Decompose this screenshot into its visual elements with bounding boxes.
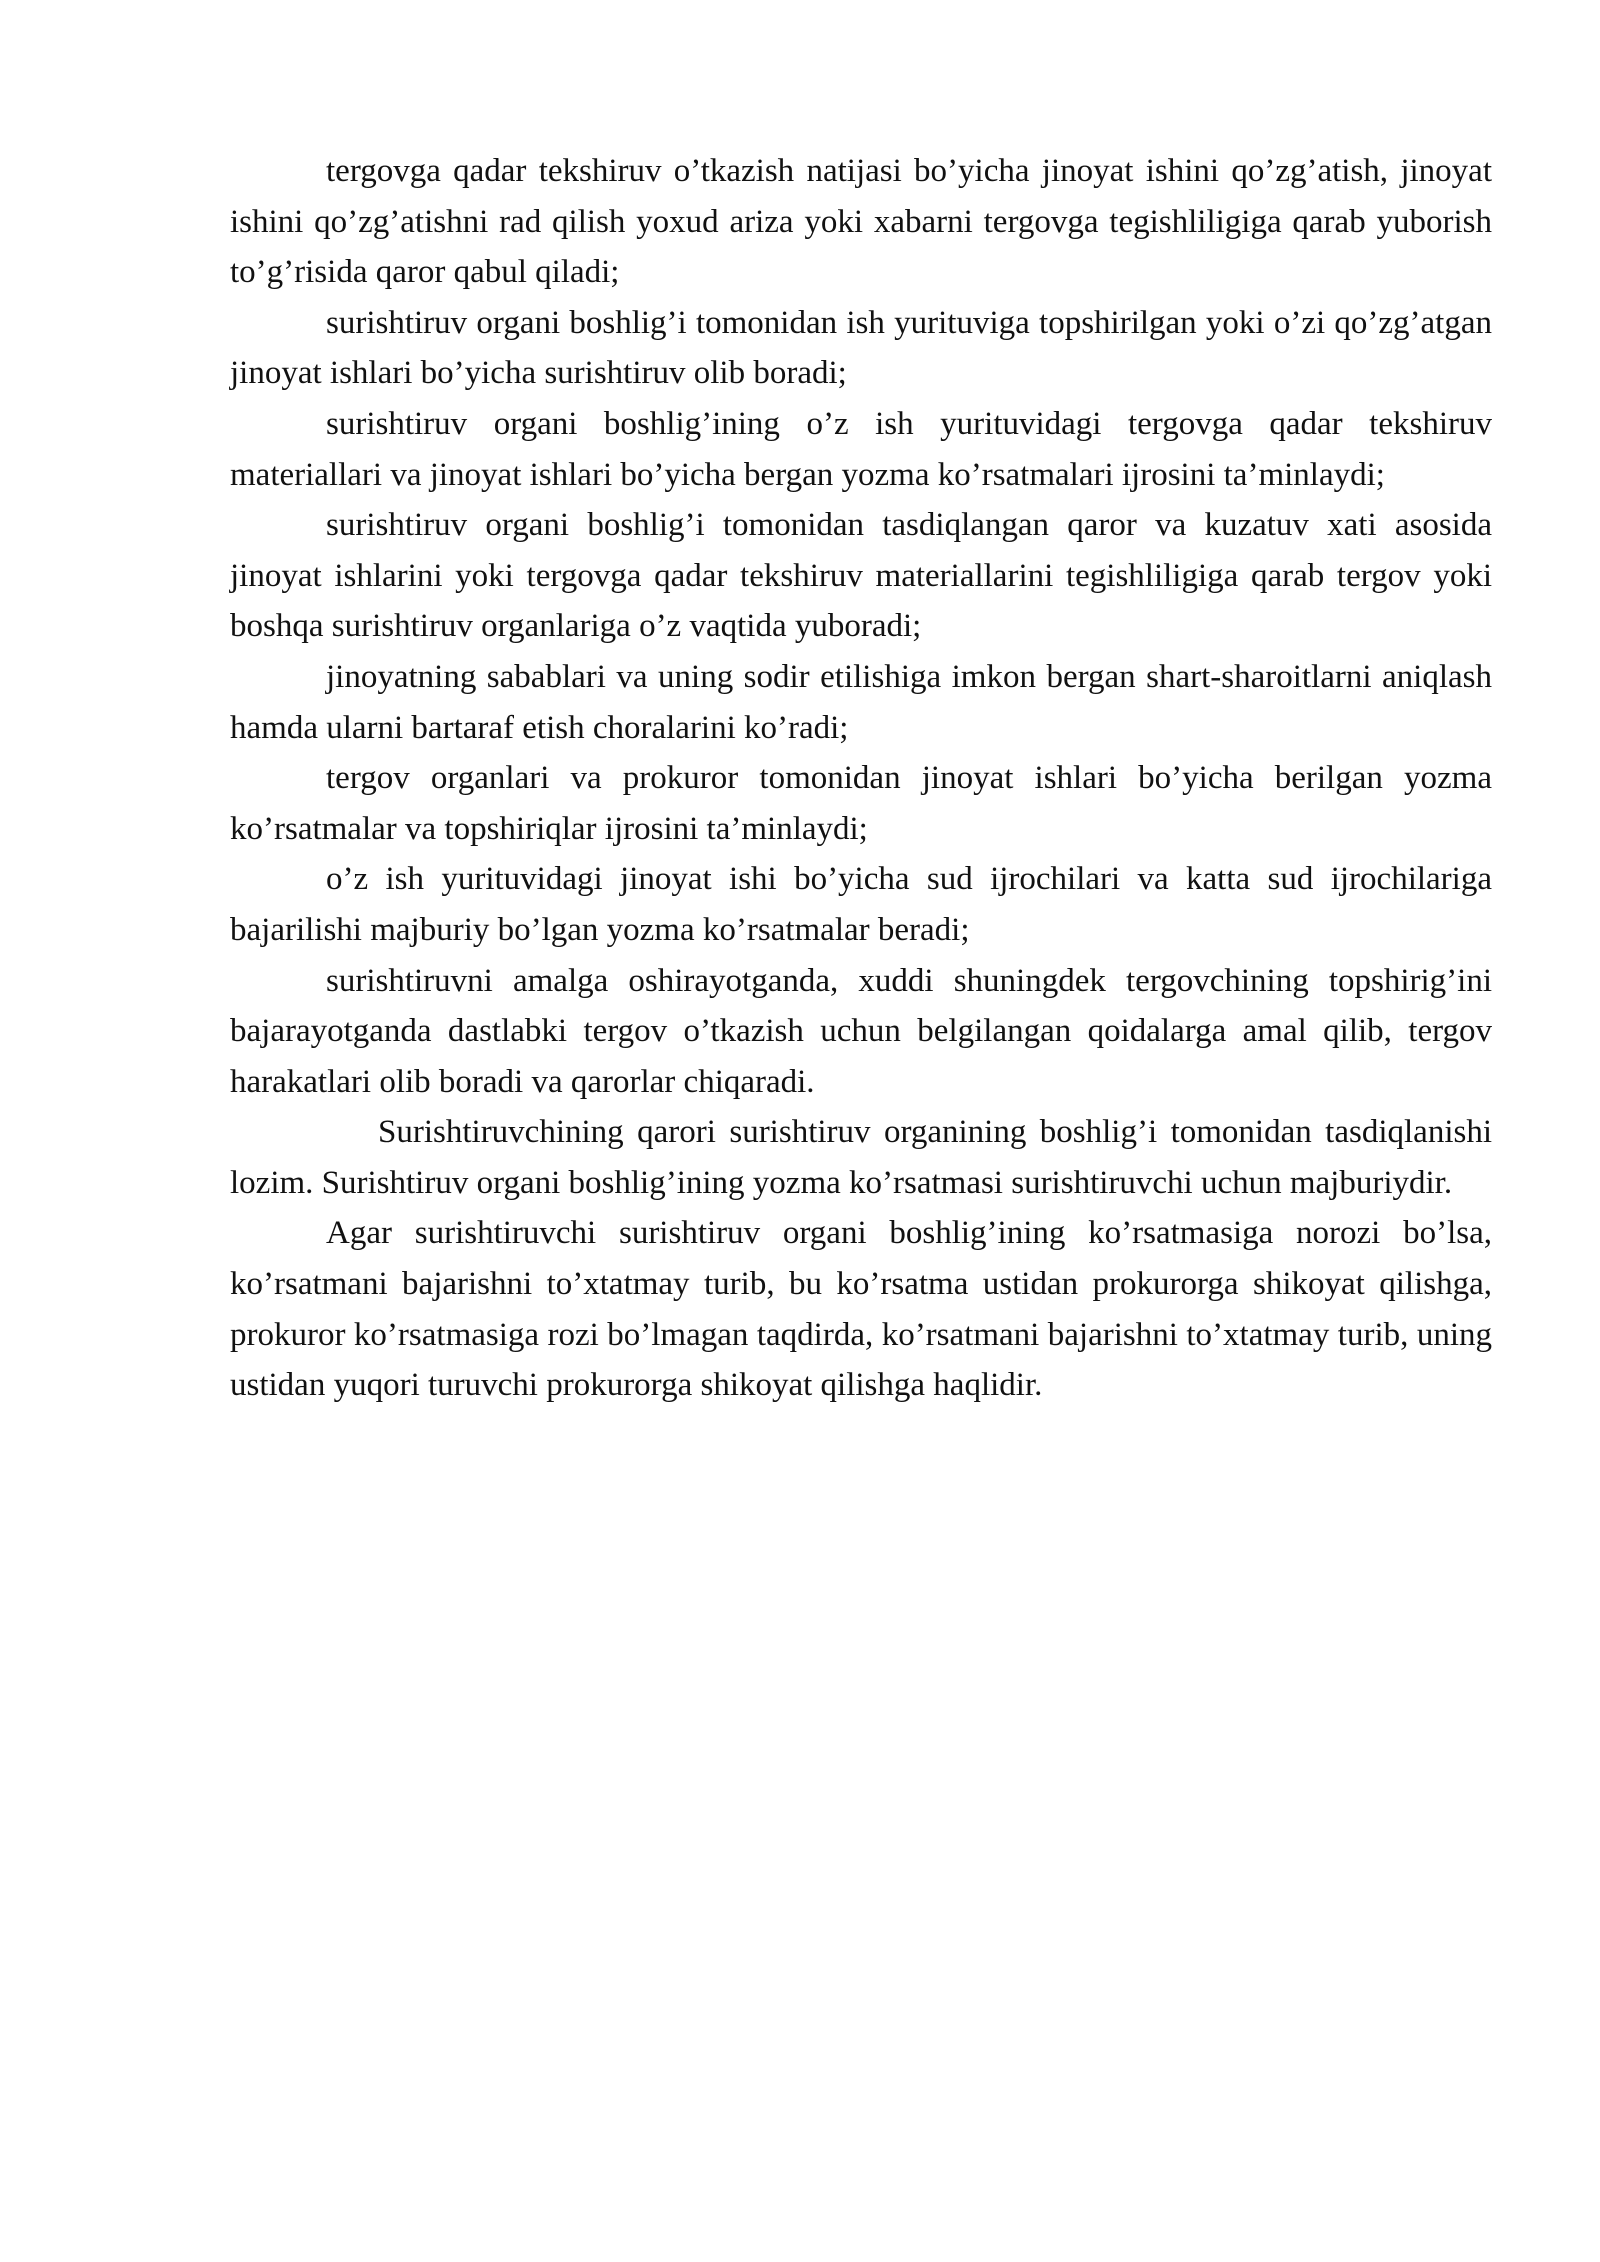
- document-page: [230, 146, 1492, 1411]
- paragraph-4: surishtiruv organi boshlig’i tomonidan tasdiqlangan qaror va kuzatuv xati asosida jinoyat ishlarini yoki tergovga qadar tekshiruv materiallarini tegishliligiga qarab tergov yoki boshqa surishtiruv organlariga o’z vaqtida yuboradi;: [230, 507, 1492, 645]
- paragraph-1: tergovga qadar tekshiruv o’tkazish natijasi bo’yicha jinoyat ishini qo’zg’atish, jinoyat ishini qo’zg’atishni rad qilish yoxud ariza yoki xabarni tergovga tegishliligiga qarab yuborish to’g’risida qaror qabul qiladi;: [230, 153, 1492, 291]
- paragraph-7: o’z ish yurituvidagi jinoyat ishi bo’yicha sud ijrochilari va katta sud ijrochilariga bajarilishi majburiy bo’lgan yozma ko’rsatmalar beradi;: [230, 861, 1492, 948]
- paragraph-3: surishtiruv organi boshlig’ining o’z ish yurituvidagi tergovga qadar tekshiruv materiallari va jinoyat ishlari bo’yicha bergan yozma ko’rsatmalari ijrosini ta’minlaydi;: [230, 405, 1492, 493]
- paragraph-8: surishtiruvni amalga oshirayotganda, xuddi shuningdek tergovchining topshirig’ini bajarayotganda dastlabki tergov o’tkazish uchun belgilangan qoidalarga amal qilib, tergov harakatlari olib boradi va qarorlar chiqaradi.: [230, 962, 1492, 1100]
- paragraph-10: Agar surishtiruvchi surishtiruv organi boshlig’ining ko’rsatmasiga norozi bo’lsa, ko’rsatmani bajarishni to’xtatmay turib, bu ko’rsatma ustidan prokurorga shikoyat qilishga, prokuror ko’rsatmasiga rozi bo’lmagan taqdirda, ko’rsatmani bajarishni to’xtatmay turib, uning ustidan yuqori turuvchi prokurorga shikoyat qilishga haqlidir.: [230, 1215, 1492, 1404]
- paragraph-6: tergov organlari va prokuror tomonidan jinoyat ishlari bo’yicha berilgan yozma ko’rsatmalar va topshiriqlar ijrosini ta’minlaydi;: [230, 760, 1492, 847]
- paragraph-2: surishtiruv organi boshlig’i tomonidan ish yurituviga topshirilgan yoki o’zi qo’zg’atgan jinoyat ishlari bo’yicha surishtiruv olib boradi;: [230, 304, 1492, 392]
- paragraph-5: jinoyatning sabablari va uning sodir etilishiga imkon bergan shart-sharoitlarni aniqlash hamda ularni bartaraf etish choralarini ko’radi;: [230, 658, 1492, 746]
- paragraph-9: Surishtiruvchining qarori surishtiruv organining boshlig’i tomonidan tasdiqlanishi lozim. Surishtiruv organi boshlig’ining yozma ko’rsatmasi surishtiruvchi uchun majburiydir.: [230, 1114, 1492, 1201]
